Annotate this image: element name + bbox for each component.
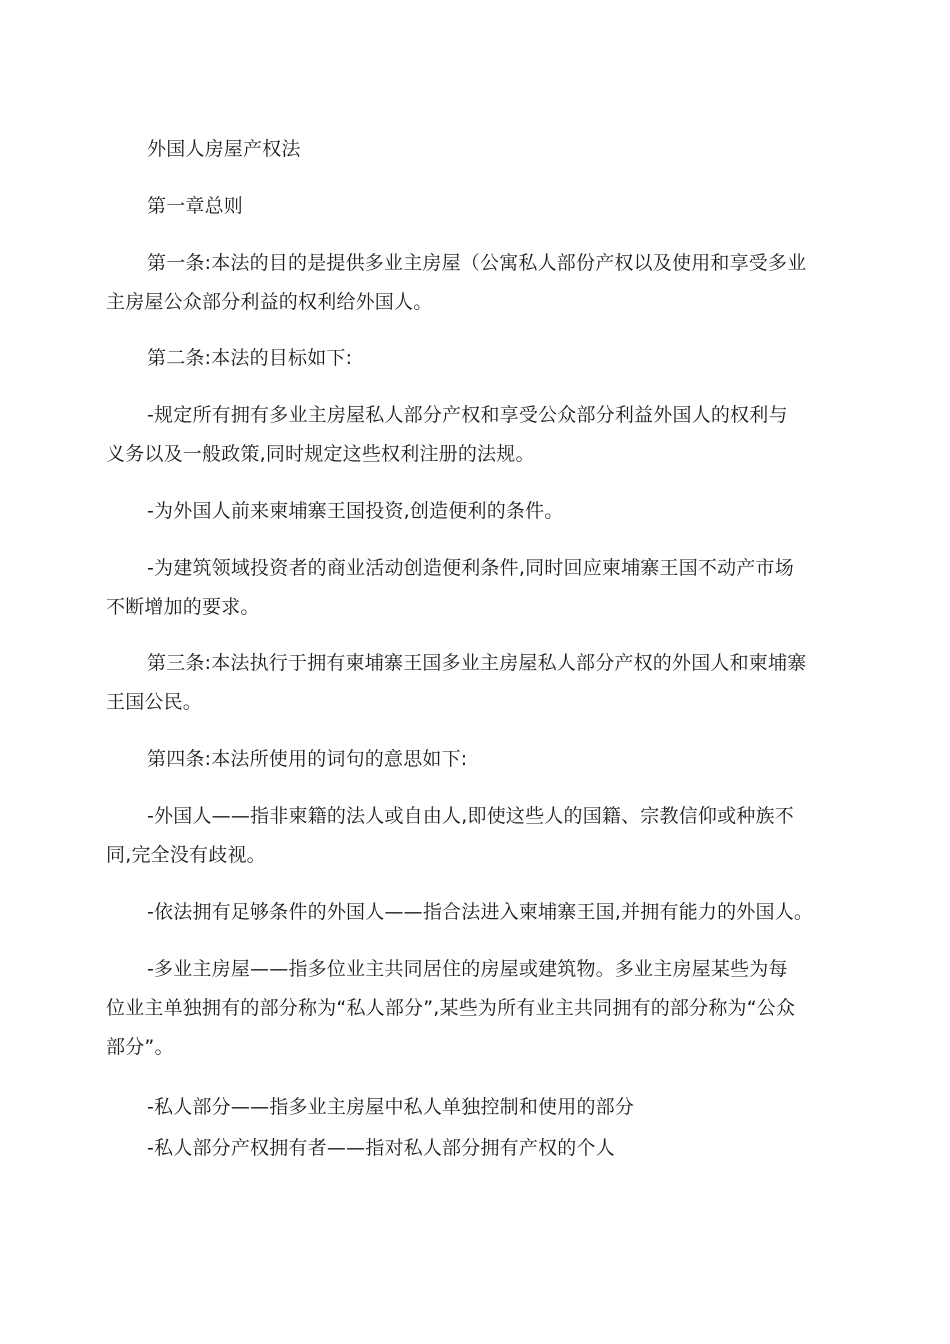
article-2-item-2: -为外国人前来柬埔寨王国投资,创造便利的条件。 [147,500,564,522]
article-4-intro: 第四条:本法所使用的词句的意思如下: [147,748,468,770]
article-4-def-3-line-3: 部分”。 [106,1036,174,1058]
article-2-item-3-line-1: -为建筑领域投资者的商业活动创造便利条件,同时回应柬埔寨王国不动产市场 [147,557,794,579]
article-4-def-3-line-1: -多业主房屋——指多位业主共同居住的房屋或建筑物。多业主房屋某些为每 [147,958,788,980]
article-4-def-3-line-2: 位业主单独拥有的部分称为“私人部分”,某些为所有业主共同拥有的部分称为“公众 [106,997,796,1019]
article-1-line-2: 主房屋公众部分利益的权利给外国人。 [106,291,433,313]
chapter-heading: 第一章总则 [147,195,244,217]
article-4-def-1-line-2: 同,完全没有歧视。 [106,844,266,866]
article-1-line-1: 第一条:本法的目的是提供多业主房屋（公寓私人部份产权以及使用和享受多业 [147,252,807,274]
article-3-line-1: 第三条:本法执行于拥有柬埔寨王国多业主房屋私人部分产权的外国人和柬埔寨 [147,652,807,674]
article-2-item-1-line-2: 义务以及一般政策,同时规定这些权利注册的法规。 [106,443,535,465]
article-2-intro: 第二条:本法的目标如下: [147,347,353,369]
article-4-def-2: -依法拥有足够条件的外国人——指合法进入柬埔寨王国,并拥有能力的外国人。 [147,901,814,923]
article-2-item-3-line-2: 不断增加的要求。 [106,596,260,618]
article-4-def-1-line-1: -外国人——指非柬籍的法人或自由人,即使这些人的国籍、宗教信仰或种族不 [147,805,794,827]
article-2-item-1-line-1: -规定所有拥有多业主房屋私人部分产权和享受公众部分利益外国人的权利与 [147,404,788,426]
article-3-line-2: 王国公民。 [106,691,203,713]
document-title: 外国人房屋产权法 [147,138,301,160]
article-4-def-5: -私人部分产权拥有者——指对私人部分拥有产权的个人 [147,1137,615,1159]
article-4-def-4: -私人部分——指多业主房屋中私人单独控制和使用的部分 [147,1096,635,1118]
